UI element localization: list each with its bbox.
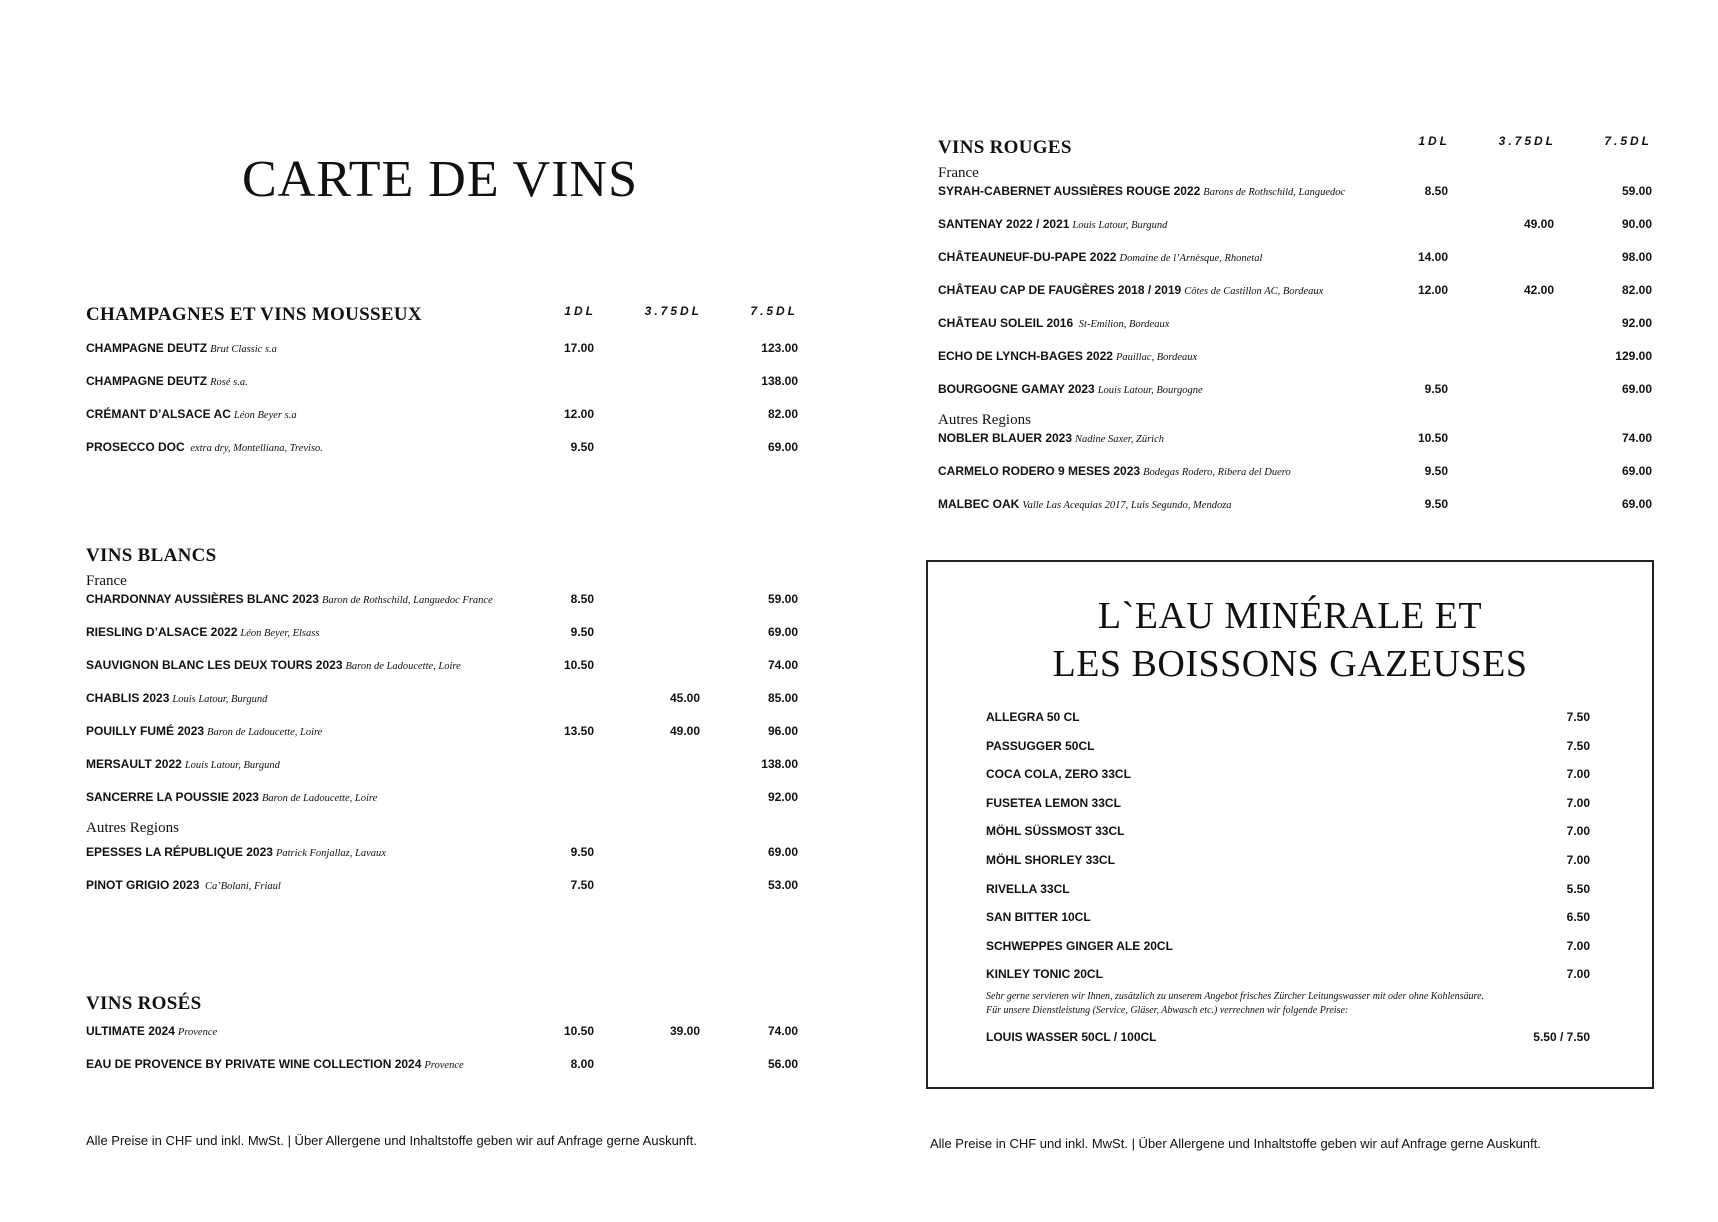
price-1dl: 10.50 — [1417, 431, 1448, 445]
drink-name: KINLEY TONIC 20CL — [986, 967, 1103, 982]
wine-row — [86, 723, 798, 756]
wine-row — [938, 348, 1652, 381]
price-375dl: 39.00 — [669, 1024, 700, 1038]
wine-title: ULTIMATE 2024 — [86, 1024, 175, 1038]
wine-name — [86, 439, 323, 457]
wine-title: CRÉMANT D’ALSACE AC — [86, 407, 231, 421]
wine-list — [86, 591, 798, 822]
wine-row — [86, 877, 798, 910]
wine-description: Ca’Bolani, Friaul — [202, 881, 281, 892]
wine-name — [938, 183, 1345, 201]
wine-row — [938, 496, 1652, 529]
price-375dl: 42.00 — [1523, 283, 1554, 297]
price-75dl: 69.00 — [767, 440, 798, 454]
wine-title: RIESLING D’ALSACE 2022 — [86, 625, 238, 639]
drink-price: 5.50 — [1566, 881, 1590, 896]
price-1dl: 13.50 — [563, 724, 594, 738]
price-1dl: 10.50 — [563, 1024, 594, 1038]
box-title-line1: L`EAU MINÉRALE ET — [1097, 595, 1483, 637]
drink-row-water — [986, 1030, 1590, 1050]
section-title: VINS BLANCS — [86, 545, 217, 566]
box-title — [928, 592, 1652, 688]
price-75dl: 69.00 — [1621, 382, 1652, 396]
wine-row — [86, 624, 798, 657]
price-75dl: 69.00 — [1621, 497, 1652, 511]
price-1dl: 17.00 — [563, 341, 594, 355]
drink-price: 7.00 — [1566, 938, 1590, 953]
drink-name: FUSETEA LEMON 33CL — [986, 795, 1121, 810]
col-header-1dl: 1DL — [1418, 134, 1450, 148]
footer-note-right: Alle Preise in CHF und inkl. MwSt. | Über Allergene und Inhaltstoffe geben wir auf Anfrage gerne Auskunft. — [930, 1136, 1541, 1151]
wine-name — [86, 624, 319, 642]
wine-title: POUILLY FUMÉ 2023 — [86, 724, 205, 738]
wine-description: Baron de Ladoucette, Loire — [207, 727, 323, 738]
wine-row — [938, 430, 1652, 463]
wine-name — [86, 789, 377, 807]
wine-title: MALBEC OAK — [938, 497, 1020, 511]
col-header-75dl: 7.5DL — [1604, 134, 1652, 148]
page-title: CARTE DE VINS — [241, 151, 639, 208]
wine-title: BOURGOGNE GAMAY 2023 — [938, 382, 1095, 396]
col-header-1dl: 1DL — [564, 304, 596, 318]
wine-description: Bodegas Rodero, Ribera del Duero — [1143, 467, 1291, 478]
wine-description: Louis Latour, Bourgogne — [1097, 385, 1203, 396]
wine-row — [938, 183, 1652, 216]
col-header-375dl: 3.75DL — [644, 304, 702, 318]
price-1dl: 12.00 — [1417, 283, 1448, 297]
wine-name — [86, 340, 277, 358]
water-note-line1: Sehr gerne servieren wir Ihnen, zusätzlich zu unserem Angebot frisches Zürcher Leitungswasser mit oder ohne Kohlensäure. — [986, 991, 1485, 1002]
price-75dl: 74.00 — [767, 1024, 798, 1038]
wine-row — [938, 216, 1652, 249]
wine-description: Brut Classic s.a — [210, 344, 277, 355]
price-375dl: 49.00 — [669, 724, 700, 738]
wine-name — [86, 591, 493, 609]
price-1dl: 8.50 — [570, 592, 594, 606]
drink-row — [986, 882, 1590, 902]
wine-description: Valle Las Acequias 2017, Luis Segundo, Mendoza — [1022, 500, 1232, 511]
price-75dl: 92.00 — [767, 790, 798, 804]
wine-row — [938, 282, 1652, 315]
wine-title: CARMELO RODERO 9 MESES 2023 — [938, 464, 1141, 478]
wine-name — [86, 877, 281, 895]
region-label: France — [86, 573, 127, 589]
wine-list — [938, 430, 1652, 529]
footer-note-left: Alle Preise in CHF und inkl. MwSt. | Über Allergene und Inhaltstoffe geben wir auf Anfrage gerne Auskunft. — [86, 1133, 697, 1148]
vins-blancs-section — [86, 545, 798, 910]
price-1dl: 9.50 — [570, 440, 594, 454]
drink-row — [986, 967, 1590, 987]
wine-title: SYRAH-CABERNET AUSSIÈRES ROUGE 2022 — [938, 184, 1201, 198]
wine-name — [938, 381, 1203, 399]
wine-description: Côtes de Castillon AC, Bordeaux — [1184, 286, 1324, 297]
drink-name: PASSUGGER 50CL — [986, 738, 1095, 753]
wine-row — [86, 1056, 798, 1089]
wine-row — [86, 439, 798, 472]
region-label: Autres Regions — [86, 820, 179, 836]
wine-name — [938, 282, 1323, 300]
wine-row — [86, 406, 798, 439]
price-75dl: 74.00 — [767, 658, 798, 672]
wine-description: Léon Beyer s.a — [233, 410, 297, 421]
price-75dl: 69.00 — [1621, 464, 1652, 478]
price-75dl: 138.00 — [761, 757, 798, 771]
wine-title: MERSAULT 2022 — [86, 757, 182, 771]
wine-description: Baron de Ladoucette, Loire — [261, 793, 378, 804]
wine-list — [86, 340, 798, 472]
price-75dl: 129.00 — [1615, 349, 1652, 363]
drink-row — [986, 739, 1590, 759]
wine-title: CHAMPAGNE DEUTZ — [86, 374, 208, 388]
price-1dl: 9.50 — [1424, 464, 1448, 478]
drink-price: 5.50 / 7.50 — [1533, 1030, 1590, 1044]
wine-name — [938, 315, 1169, 333]
wine-name — [86, 373, 248, 391]
drink-price: 6.50 — [1566, 910, 1590, 925]
section-title: VINS ROSÉS — [86, 993, 202, 1014]
price-75dl: 69.00 — [767, 625, 798, 639]
wine-description: Louis Latour, Burgund — [184, 760, 280, 771]
drink-row — [986, 853, 1590, 873]
wine-name — [86, 406, 297, 424]
wine-name — [938, 496, 1232, 514]
wine-name — [86, 844, 386, 862]
price-75dl: 90.00 — [1621, 217, 1652, 231]
wine-name — [938, 430, 1164, 448]
price-75dl: 96.00 — [767, 724, 798, 738]
drink-price: 7.00 — [1566, 767, 1590, 782]
drink-name: ALLEGRA 50 CL — [986, 710, 1080, 724]
wine-title: CHÂTEAU SOLEIL 2016 — [938, 316, 1074, 330]
price-1dl: 9.50 — [570, 625, 594, 639]
drink-price: 7.00 — [1566, 853, 1590, 867]
wine-row — [938, 381, 1652, 414]
champagnes-section — [86, 304, 798, 472]
section-header — [86, 545, 798, 571]
price-75dl: 82.00 — [767, 407, 798, 421]
wine-name — [938, 463, 1291, 481]
drink-row — [986, 796, 1590, 816]
wine-title: SANTENAY 2022 / 2021 — [938, 217, 1070, 231]
price-75dl: 138.00 — [761, 374, 798, 388]
wine-title: CHABLIS 2023 — [86, 691, 170, 705]
wine-list — [86, 1023, 798, 1089]
wine-row — [938, 315, 1652, 348]
price-75dl: 74.00 — [1621, 431, 1652, 445]
section-header — [938, 134, 1652, 163]
drink-row — [986, 710, 1590, 730]
price-1dl: 10.50 — [563, 658, 594, 672]
wine-title: EAU DE PROVENCE BY PRIVATE WINE COLLECTION 2024 — [86, 1057, 422, 1071]
drink-name: RIVELLA 33CL — [986, 881, 1070, 896]
wine-title: ECHO DE LYNCH-BAGES 2022 — [938, 349, 1113, 363]
drink-price: 7.50 — [1566, 738, 1590, 753]
mineral-water-box — [926, 560, 1654, 1089]
wine-name — [86, 756, 280, 774]
price-75dl: 53.00 — [767, 878, 798, 892]
price-1dl: 14.00 — [1417, 250, 1448, 264]
wine-row — [938, 249, 1652, 282]
wine-list — [86, 844, 798, 910]
drink-name: SCHWEPPES GINGER ALE 20CL — [986, 938, 1173, 953]
wine-name — [938, 348, 1197, 366]
region-label: Autres Regions — [938, 412, 1031, 428]
drink-price: 7.00 — [1566, 795, 1590, 810]
price-75dl: 123.00 — [761, 341, 798, 355]
water-note — [986, 990, 1484, 1018]
col-header-375dl: 3.75DL — [1498, 134, 1556, 148]
wine-title: CHARDONNAY AUSSIÈRES BLANC 2023 — [86, 592, 319, 606]
vins-roses-section — [86, 993, 798, 1089]
wine-title: NOBLER BLAUER 2023 — [938, 431, 1073, 445]
wine-description: Léon Beyer, Elsass — [240, 628, 320, 639]
box-title-line2: LES BOISSONS GAZEUSES — [1052, 643, 1528, 685]
wine-title: SAUVIGNON BLANC LES DEUX TOURS 2023 — [86, 658, 343, 672]
price-1dl: 9.50 — [1424, 382, 1448, 396]
price-1dl: 12.00 — [563, 407, 594, 421]
wine-description: Pauillac, Bordeaux — [1115, 352, 1198, 363]
wine-row — [938, 463, 1652, 496]
price-1dl: 8.00 — [570, 1057, 594, 1071]
wine-description: Provence — [177, 1027, 218, 1038]
wine-description: Barons de Rothschild, Languedoc — [1203, 187, 1346, 198]
price-75dl: 98.00 — [1621, 250, 1652, 264]
drink-name: COCA COLA, ZERO 33CL — [986, 767, 1131, 782]
wine-row — [86, 690, 798, 723]
drink-row — [986, 824, 1590, 844]
wine-description: Nadine Saxer, Zürich — [1075, 434, 1164, 445]
vins-rouges-section — [938, 134, 1652, 529]
wine-name — [86, 723, 322, 741]
drink-row — [986, 767, 1590, 787]
wine-title: CHÂTEAU CAP DE FAUGÈRES 2018 / 2019 — [938, 283, 1182, 297]
price-75dl: 56.00 — [767, 1057, 798, 1071]
drink-price: 7.00 — [1566, 824, 1590, 839]
wine-description: Baron de Ladoucette, Loire — [345, 661, 461, 672]
section-title: CHAMPAGNES ET VINS MOUSSEUX — [86, 304, 422, 325]
drink-price: 7.50 — [1566, 710, 1590, 724]
price-75dl: 59.00 — [1621, 184, 1652, 198]
wine-row — [86, 657, 798, 690]
wine-row — [86, 340, 798, 373]
price-75dl: 59.00 — [767, 592, 798, 606]
wine-title: PINOT GRIGIO 2023 — [86, 878, 200, 892]
drink-name: MÖHL SÜSSMOST 33CL — [986, 824, 1125, 839]
price-375dl: 45.00 — [669, 691, 700, 705]
wine-row — [86, 373, 798, 406]
section-header — [86, 304, 798, 330]
price-1dl: 9.50 — [570, 845, 594, 859]
wine-title: CHÂTEAUNEUF-DU-PAPE 2022 — [938, 250, 1117, 264]
price-1dl: 8.50 — [1424, 184, 1448, 198]
wine-description: Louis Latour, Burgund — [1072, 220, 1168, 231]
wine-name — [86, 1056, 464, 1074]
price-75dl: 92.00 — [1621, 316, 1652, 330]
price-1dl: 9.50 — [1424, 497, 1448, 511]
drink-row — [986, 910, 1590, 930]
price-75dl: 82.00 — [1621, 283, 1652, 297]
drink-price: 7.00 — [1566, 967, 1590, 982]
wine-row — [86, 844, 798, 877]
drink-row — [986, 939, 1590, 959]
drink-name: MÖHL SHORLEY 33CL — [986, 853, 1115, 867]
wine-description: St-Emilion, Bordeaux — [1076, 319, 1170, 330]
wine-description: Rosé s.a. — [210, 377, 248, 388]
section-title: VINS ROUGES — [938, 137, 1072, 158]
wine-description: Domaine de l’Arnèsque, Rhonetal — [1119, 253, 1263, 264]
wine-title: PROSECCO DOC — [86, 440, 185, 454]
wine-row — [86, 1023, 798, 1056]
drink-name: SAN BITTER 10CL — [986, 910, 1091, 925]
region-label: France — [938, 165, 979, 181]
price-75dl: 85.00 — [767, 691, 798, 705]
section-header — [86, 993, 798, 1019]
wine-title: SANCERRE LA POUSSIE 2023 — [86, 790, 259, 804]
wine-name — [938, 249, 1262, 267]
wine-name — [938, 216, 1167, 234]
wine-title: CHAMPAGNE DEUTZ — [86, 341, 208, 355]
col-header-75dl: 7.5DL — [750, 304, 798, 318]
wine-description: extra dry, Montelliana, Treviso. — [187, 443, 323, 454]
wine-description: Louis Latour, Burgund — [172, 694, 268, 705]
wine-row — [86, 789, 798, 822]
price-375dl: 49.00 — [1523, 217, 1554, 231]
wine-row — [86, 756, 798, 789]
wine-name — [86, 690, 267, 708]
price-1dl: 7.50 — [570, 878, 594, 892]
wine-name — [86, 1023, 217, 1041]
wine-description: Baron de Rothschild, Languedoc France — [321, 595, 493, 606]
price-75dl: 69.00 — [767, 845, 798, 859]
wine-description: Patrick Fonjallaz, Lavaux — [275, 848, 386, 859]
wine-name — [86, 657, 461, 675]
wine-row — [86, 591, 798, 624]
drink-name: LOUIS WASSER 50CL / 100CL — [986, 1030, 1157, 1044]
wine-title: EPESSES LA RÉPUBLIQUE 2023 — [86, 845, 273, 859]
wine-description: Provence — [424, 1060, 464, 1071]
water-note-line2: Für unsere Dienstleistung (Service, Gläser, Abwasch etc.) verrechnen wir folgende Preise: — [986, 1005, 1349, 1016]
wine-list — [938, 183, 1652, 414]
